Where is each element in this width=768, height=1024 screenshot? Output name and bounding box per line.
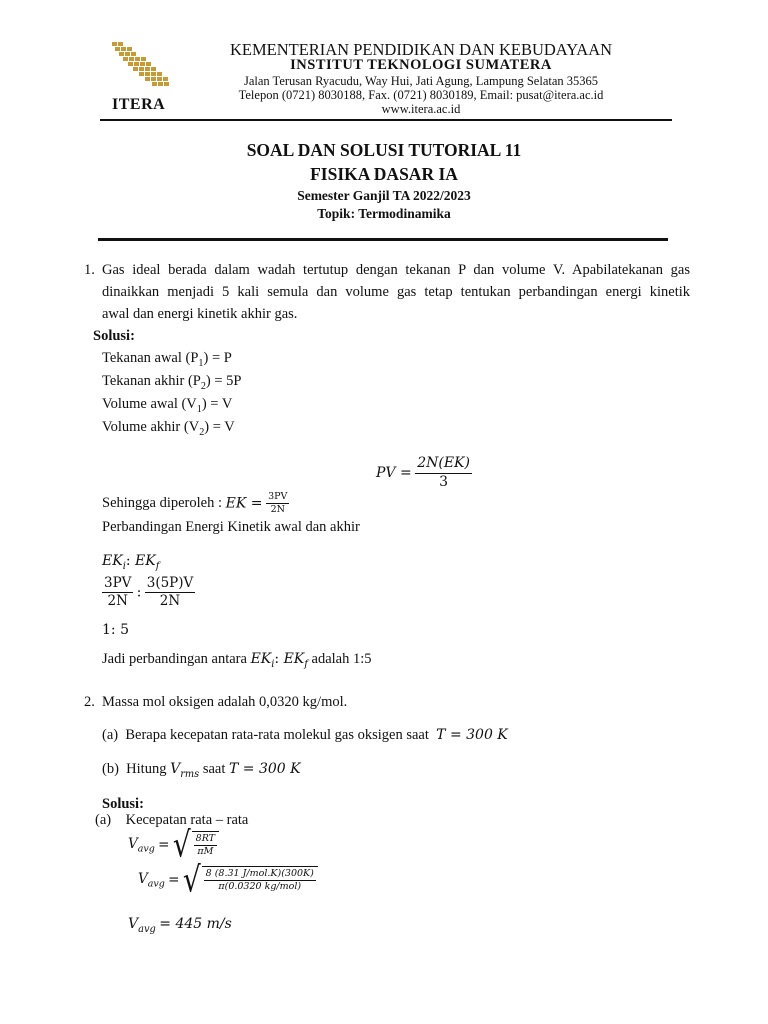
- ministry-name: KEMENTERIAN PENDIDIKAN DAN KEBUDAYAAN: [229, 40, 613, 59]
- institute-name: INSTITUT TEKNOLOGI SUMATERA: [290, 57, 552, 73]
- q1-ratio-fractions: $\frac{3PV}{2N}$ : $\frac{3(5P)V}{2N}$: [104, 575, 194, 609]
- q2-number: 2.: [84, 694, 95, 710]
- itera-logo-icon: [108, 40, 188, 102]
- q2-sol-a: (a) Kecepatan rata – rata: [95, 812, 249, 828]
- q1-sehingga: Sehingga diperoleh : EK = $\frac{3PV}{2N}$: [102, 491, 288, 515]
- q1-number: 1.: [84, 262, 95, 278]
- header-rule: [100, 119, 672, 121]
- q2-part-b: (b) Hitung $V_{rms}$ saat T = 300 K: [102, 761, 301, 780]
- q1-result: 1: 5: [102, 622, 129, 638]
- q1-eq-pv: PV = $\frac{2N(EK)}{3}$: [376, 455, 470, 490]
- semester-line: Semester Ganjil TA 2022/2023: [297, 188, 471, 203]
- q1-solusi-label: Solusi:: [93, 328, 135, 344]
- institute-website: www.itera.ac.id: [381, 102, 461, 116]
- q1-given-p1: Tekanan awal $(P_1) = P$: [102, 350, 232, 369]
- q1-perbandingan: Perbandingan Energi Kinetik awal dan akhir: [102, 519, 360, 535]
- q1-text-line1: Gas ideal berada dalam wadah tertutup dengan tekanan P dan volume V. Apabilatekanan gas: [102, 262, 690, 278]
- institute-address: Jalan Terusan Ryacudu, Way Hui, Jati Agung, Lampung Selatan 35365: [243, 74, 599, 88]
- institute-contact: Telepon (0721) 8030188, Fax. (0721) 8030189, Email: pusat@itera.ac.id: [238, 88, 604, 102]
- q2-vavg-result: $V_{avg} = 445$ m/s: [128, 916, 232, 935]
- q2-solusi-label: Solusi:: [102, 796, 144, 812]
- title-rule: [98, 238, 668, 241]
- course-title: FISIKA DASAR IA: [310, 164, 458, 184]
- q1-conclusion: Jadi perbandingan antara $EK_i$: $EK_f$ adalah 1:5: [102, 651, 372, 670]
- q1-text-line2: dinaikkan menjadi 5 kali semula dan volume gas tetap tentukan perbandingan energi kinetik: [102, 284, 690, 300]
- q2-vavg-substituted: $V_{avg}$ = √ $\frac{\text{8 (8.31 J/mol.K)(300K)}}{\text{π(0.0320 kg/mol)}}$: [138, 866, 318, 894]
- q1-text-line3: awal dan energi kinetik akhir gas.: [102, 306, 298, 322]
- q1-given-v2: Volume akhir $(V_2) = V$: [102, 419, 235, 438]
- q1-given-v1: Volume awal $(V_1) = V$: [102, 396, 233, 415]
- q1-ratio-label: $EK_i$: $EK_f$: [102, 553, 160, 572]
- q1-given-p2: Tekanan akhir $(P_2) = 5P$: [102, 373, 242, 392]
- page-title: SOAL DAN SOLUSI TUTORIAL 11: [246, 140, 522, 160]
- q2-vavg-formula: $V_{avg}$ = √ $\frac{8RT}{\pi M}$: [128, 831, 219, 859]
- logo-text: ITERA: [112, 96, 166, 113]
- q2-part-a: (a) Berapa kecepatan rata-rata molekul gas oksigen saat T = 300 K: [102, 727, 508, 743]
- topic-line: Topik: Termodinamika: [317, 206, 451, 221]
- q2-text: Massa mol oksigen adalah 0,0320 kg/mol.: [102, 694, 348, 710]
